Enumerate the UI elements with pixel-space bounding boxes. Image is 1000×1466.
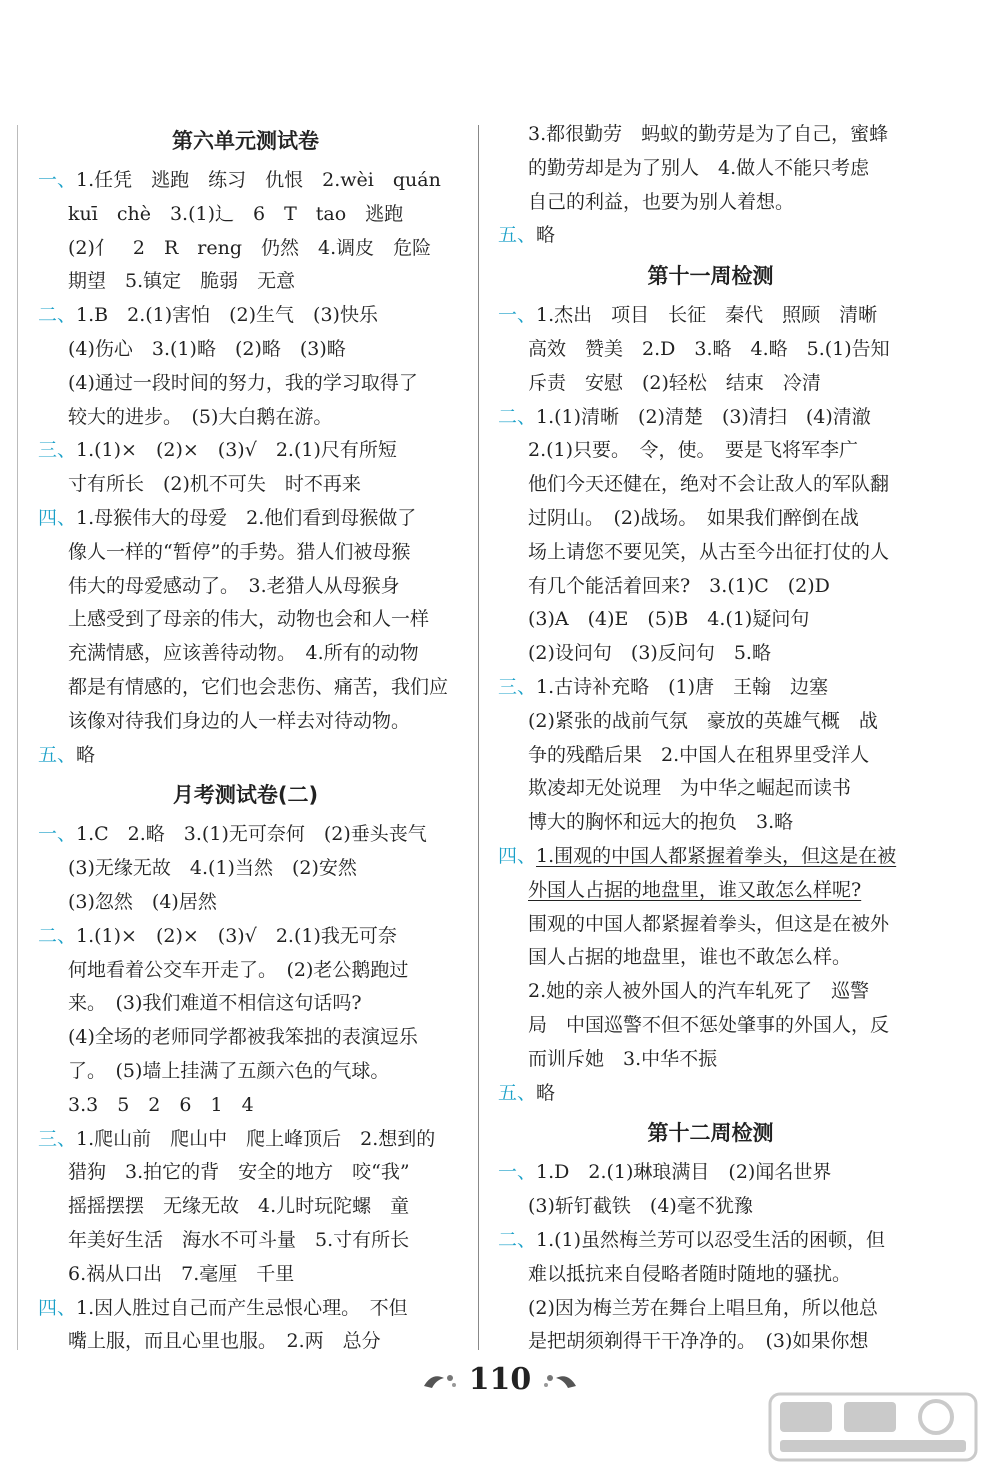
question-label: 三、 [38,1127,77,1150]
answer-text: (3)忽然 (4)居然 [68,890,217,913]
answer-text: 都是有情感的，它们也会悲伤、痛苦，我们应 [68,675,449,698]
answer-text: 摇摇摆摆 无缘无故 4.儿时玩陀螺 童 [68,1195,410,1218]
answer-line [498,908,923,942]
answer-line [498,1156,923,1190]
answer-line [498,1009,923,1043]
answer-line [498,1258,923,1292]
answer-line [498,219,923,253]
answer-text: 3.3 5 2 6 1 4 [68,1093,254,1116]
answer-line [38,852,453,886]
answer-line [498,671,923,705]
answer-line [38,1123,453,1157]
answer-line [498,1325,923,1359]
answer-text: 1.(1)虽然梅兰芳可以忍受生活的困顿，但 [536,1228,886,1251]
section-title: 第十一周检测 [647,264,774,289]
answer-line [498,1077,923,1111]
left-column [38,118,453,1359]
answer-line [38,1089,453,1123]
answer-line [38,1190,453,1224]
leaf-ornament-icon [422,1370,458,1392]
answer-text: 1.古诗补充略 (1)唐 王翰 边塞 [536,675,829,698]
answer-text: 1.(1)× (2)× (3)√ 2.(1)我无可奈 [76,924,397,947]
answer-text: 像人一样的“暂停”的手势。猎人们被母猴 [68,540,411,563]
left-margin-rule [17,125,18,1350]
answer-text: 难以抵抗来自侵略者随时随地的骚扰。 [528,1262,852,1285]
answer-text: 嘴上服，而且心里也服。 2.两 总分 [68,1330,381,1353]
answer-text: (4)全场的老师同学都被我笨拙的表演逗乐 [68,1026,418,1049]
answer-line [38,1055,453,1089]
answer-line [38,265,453,299]
answer-line [38,739,453,773]
answer-text: (2)紧张的战前气氛 豪放的英雄气概 战 [528,709,878,732]
answer-line [498,536,923,570]
answer-text: (2)亻 2 R reng 仍然 4.调皮 危险 [68,236,432,259]
leaf-ornament-icon [542,1370,578,1392]
answer-line [498,637,923,671]
answer-text: 充满情感，应该善待动物。 4.所有的动物 [68,642,419,665]
answer-text: (3)斩钉截铁 (4)毫不犹豫 [528,1195,753,1218]
answer-line [38,637,453,671]
answer-line [38,705,453,739]
answer-line [38,401,453,435]
answer-text: 是把胡须剃得干干净净的。 (3)如果你想 [528,1330,869,1353]
answer-line [38,1021,453,1055]
answer-line [498,434,923,468]
answer-line [498,367,923,401]
answer-line [38,502,453,536]
answer-text: 该像对待我们身边的人一样去对待动物。 [68,709,411,732]
answer-text: 博大的胸怀和远大的抱负 3.略 [528,811,794,834]
question-label: 五、 [38,743,77,766]
answer-line [498,772,923,806]
answer-text: 1.母猴伟大的母爱 2.他们看到母猴做了 [76,506,417,529]
answer-line [498,1292,923,1326]
answer-text: 了。 (5)墙上挂满了五颜六色的气球。 [68,1059,390,1082]
right-column [498,118,923,1359]
answer-line [38,299,453,333]
answer-line [498,152,923,186]
answer-line [498,333,923,367]
answer-text: 1.B 2.(1)害怕 (2)生气 (3)快乐 [76,304,378,327]
answer-text: 猎狗 3.拍它的背 安全的地方 咬“我” [68,1161,410,1184]
answer-text: 年美好生活 海水不可斗量 5.寸有所长 [68,1228,410,1251]
answer-text: 外国人占据的地盘里，谁又敢怎么样呢? [528,878,862,901]
answer-text: 1.(1)× (2)× (3)√ 2.(1)尺有所短 [76,439,397,462]
answer-line [498,1224,923,1258]
answer-text: 2.她的亲人被外国人的汽车轧死了 巡警 [528,980,870,1003]
answer-line [498,739,923,773]
answer-line [38,468,453,502]
answer-text: 高效 赞美 2.D 3.略 4.略 5.(1)告知 [528,337,890,360]
section-title: 月考测试卷(二) [172,783,319,808]
answer-text: (2)设问句 (3)反问句 5.略 [528,642,771,665]
answer-text: 局 中国巡警不但不惩处肇事的外国人，反 [528,1013,890,1036]
answer-line [38,1156,453,1190]
answer-line [498,118,923,152]
answer-text: 自己的利益，也要为别人着想。 [528,190,795,213]
answer-line [498,1043,923,1077]
answer-text: (3)无缘无故 4.(1)当然 (2)安然 [68,857,357,880]
question-label: 三、 [498,675,537,698]
answer-line [498,468,923,502]
question-label: 一、 [38,169,77,191]
answer-line [38,536,453,570]
answer-text: 1.D 2.(1)琳琅满目 (2)闻名世界 [536,1161,832,1184]
answer-line [498,941,923,975]
answer-text: 2.(1)只要。 令，使。 要是飞将军李广 [528,439,859,462]
answer-text: 1.围观的中国人都紧握着拳头，但这是在被 [536,844,897,867]
answer-text: 1.(1)清晰 (2)清楚 (3)清扫 (4)清澈 [536,405,871,428]
answer-line [38,818,453,852]
watermark-logo [768,1392,978,1462]
section-title: 第六单元测试卷 [172,129,319,153]
answer-line [38,886,453,920]
answer-line [38,671,453,705]
answer-text: 3.都很勤劳 蚂蚁的勤劳是为了自己，蜜蜂 [528,123,889,145]
answer-text: 争的残酷后果 2.中国人在租界里受洋人 [528,743,870,766]
answer-line [38,367,453,401]
question-label: 五、 [498,1081,537,1104]
answer-text: 伟大的母爱感动了。 3.老猎人从母猴身 [68,574,400,597]
answer-line [498,874,923,908]
answer-text: 1.杰出 项目 长征 秦代 照顾 清晰 [536,304,878,327]
question-label: 二、 [498,1228,537,1251]
answer-line [498,299,923,333]
answer-line [38,1224,453,1258]
answer-text: 寸有所长 (2)机不可失 时不再来 [68,473,361,496]
answer-line [498,603,923,637]
answer-text: 过阴山。 (2)战场。 如果我们醉倒在战 [528,506,859,529]
answer-text: 场上请您不要见笑，从古至今出征打仗的人 [528,540,890,563]
answer-text: kuī chè 3.(1)辶 6 T tao 逃跑 [68,202,404,225]
answer-line [38,434,453,468]
answer-line [38,1258,453,1292]
answer-text: (3)A (4)E (5)B 4.(1)疑问句 [528,608,810,631]
column-divider [478,125,479,1350]
answer-line [498,1190,923,1224]
answer-line [38,987,453,1021]
answer-text: 何地看着公交车开走了。 (2)老公鹅跑过 [68,958,409,981]
answer-text: 围观的中国人都紧握着拳头，但这是在被外 [528,912,890,935]
answer-text: 而训斥她 3.中华不振 [528,1047,718,1070]
question-label: 一、 [38,823,77,846]
question-label: 一、 [498,304,537,327]
question-label: 四、 [498,844,537,867]
answer-line [498,186,923,220]
answer-text: 6.祸从口出 7.毫厘 千里 [68,1262,295,1285]
question-label: 一、 [498,1161,537,1184]
answer-text: (2)因为梅兰芳在舞台上唱旦角，所以他总 [528,1296,878,1319]
answer-text: 1.任凭 逃跑 练习 仇恨 2.wèi quán [76,169,441,191]
answer-line [38,232,453,266]
answer-line [38,164,453,198]
answer-text: 略 [536,224,556,247]
answer-text: 有几个能活着回来? 3.(1)C (2)D [528,574,830,597]
answer-line [498,806,923,840]
answer-text: 略 [76,743,96,766]
answer-text: 国人占据的地盘里，谁也不敢怎么样。 [528,946,852,969]
answer-text: 斥责 安慰 (2)轻松 结束 冷清 [528,371,821,394]
answer-line [498,975,923,1009]
answer-line [38,920,453,954]
answer-text: 1.C 2.略 3.(1)无可奈何 (2)垂头丧气 [76,823,427,846]
answer-text: 欺凌却无处说理 为中华之崛起而读书 [528,777,852,800]
answer-text: (4)通过一段时间的努力，我的学习取得了 [68,371,418,394]
answer-line [38,1325,453,1359]
answer-text: 的勤劳却是为了别人 4.做人不能只考虑 [528,156,870,179]
question-label: 二、 [38,924,77,947]
question-label: 四、 [38,1296,77,1319]
answer-line [498,570,923,604]
answer-text: 略 [536,1081,556,1104]
answer-line [38,570,453,604]
answer-line [38,198,453,232]
answer-text: 1.爬山前 爬山中 爬上峰顶后 2.想到的 [76,1127,436,1150]
question-label: 五、 [498,224,537,247]
answer-text: 他们今天还健在，绝对不会让敌人的军队翻 [528,473,890,496]
answer-text: 1.因人胜过自己而产生忌恨心理。 不但 [76,1296,408,1319]
answer-line [498,840,923,874]
answer-text: 较大的进步。 (5)大白鹅在游。 [68,405,333,428]
page-number: 110 [468,1362,532,1397]
answer-text: 来。 (3)我们难道不相信这句话吗? [68,992,362,1015]
answer-line [38,333,453,367]
answer-line [498,401,923,435]
answer-line [38,954,453,988]
answer-text: 期望 5.镇定 脆弱 无意 [68,270,296,293]
answer-line [498,705,923,739]
question-label: 二、 [498,405,537,428]
answer-line [38,1292,453,1326]
answer-line [38,603,453,637]
question-label: 四、 [38,506,77,529]
question-label: 三、 [38,439,77,462]
question-label: 二、 [38,304,77,327]
answer-line [498,502,923,536]
section-title: 第十二周检测 [647,1121,774,1146]
answer-text: (4)伤心 3.(1)略 (2)略 (3)略 [68,337,346,360]
answer-text: 上感受到了母亲的伟大，动物也会和人一样 [68,608,430,631]
